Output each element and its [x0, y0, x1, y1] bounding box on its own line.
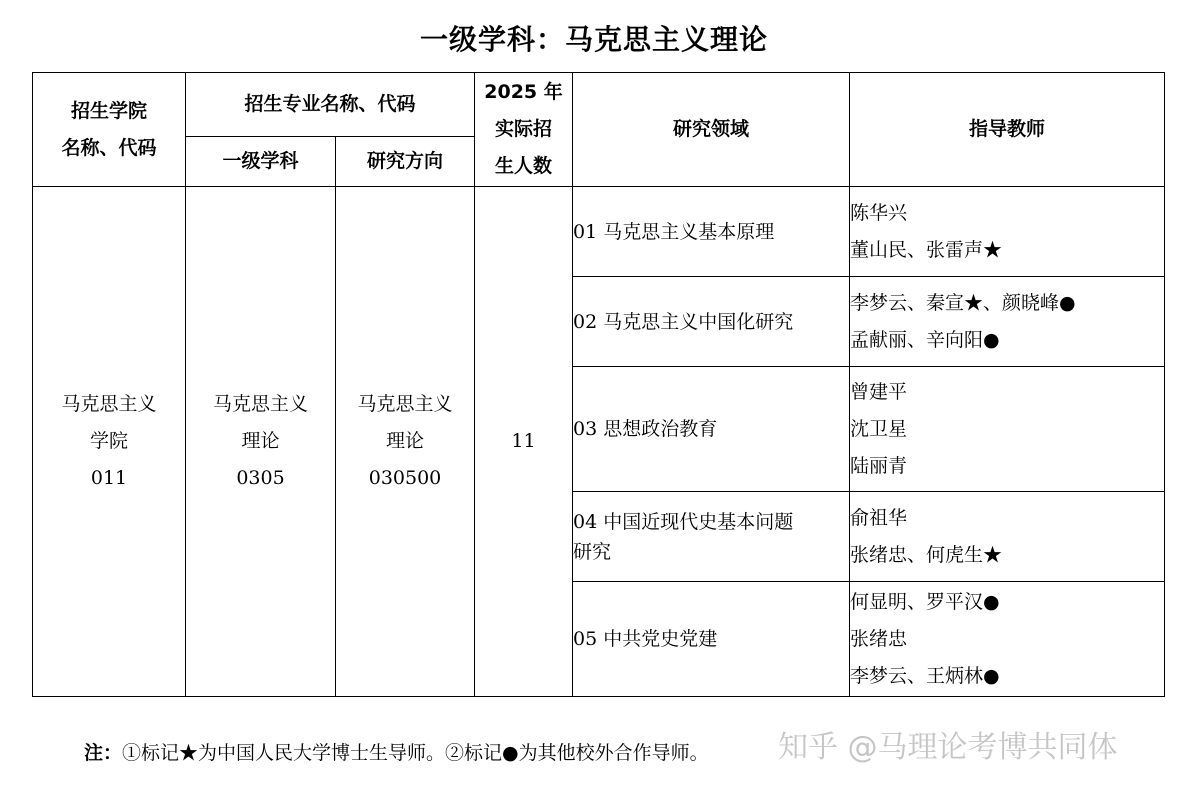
- watermark: 知乎 @马理论考博共同体: [778, 730, 1118, 765]
- header-discipline: 一级学科: [186, 137, 336, 187]
- advisors-cell-03: 曾建平 沈卫星 陆丽青: [850, 367, 1165, 492]
- advisors-cell-02: 李梦云、秦宣★、颜晓峰● 孟献丽、辛向阳●: [850, 277, 1165, 367]
- header-major: 招生专业名称、代码: [186, 73, 475, 137]
- footnote: [84, 738, 709, 765]
- field-cell-02: 02 马克思主义中国化研究: [573, 277, 850, 367]
- enrollment-cell: 11: [475, 187, 573, 697]
- header-college: 招生学院 名称、代码: [33, 73, 186, 187]
- field-cell-01: 01 马克思主义基本原理: [573, 187, 850, 277]
- footnote-label: 注：: [84, 742, 123, 764]
- field-cell-03: 03 思想政治教育: [573, 367, 850, 492]
- program-table: [32, 72, 1165, 697]
- header-enrollment: 2025 年 实际招 生人数: [475, 73, 573, 187]
- field-cell-05: 05 中共党史党建: [573, 582, 850, 697]
- field-cell-04: 04 中国近现代史基本问题 研究: [573, 492, 850, 582]
- direction-cell: 马克思主义 理论 030500: [336, 187, 475, 697]
- header-direction: 研究方向: [336, 137, 475, 187]
- advisors-cell-04: 俞祖华 张绪忠、何虎生★: [850, 492, 1165, 582]
- advisors-cell-01: 陈华兴 董山民、张雷声★: [850, 187, 1165, 277]
- college-cell: 马克思主义 学院 011: [33, 187, 186, 697]
- advisors-cell-05: 何显明、罗平汉● 张绪忠 李梦云、王炳林●: [850, 582, 1165, 697]
- header-field: 研究领域: [573, 73, 850, 187]
- document-title: 一级学科：马克思主义理论: [419, 23, 768, 56]
- header-advisors: 指导教师: [850, 73, 1165, 187]
- discipline-cell: 马克思主义 理论 0305: [186, 187, 336, 697]
- footnote-text: ①标记★为中国人民大学博士生导师。②标记●为其他校外合作导师。: [122, 742, 709, 764]
